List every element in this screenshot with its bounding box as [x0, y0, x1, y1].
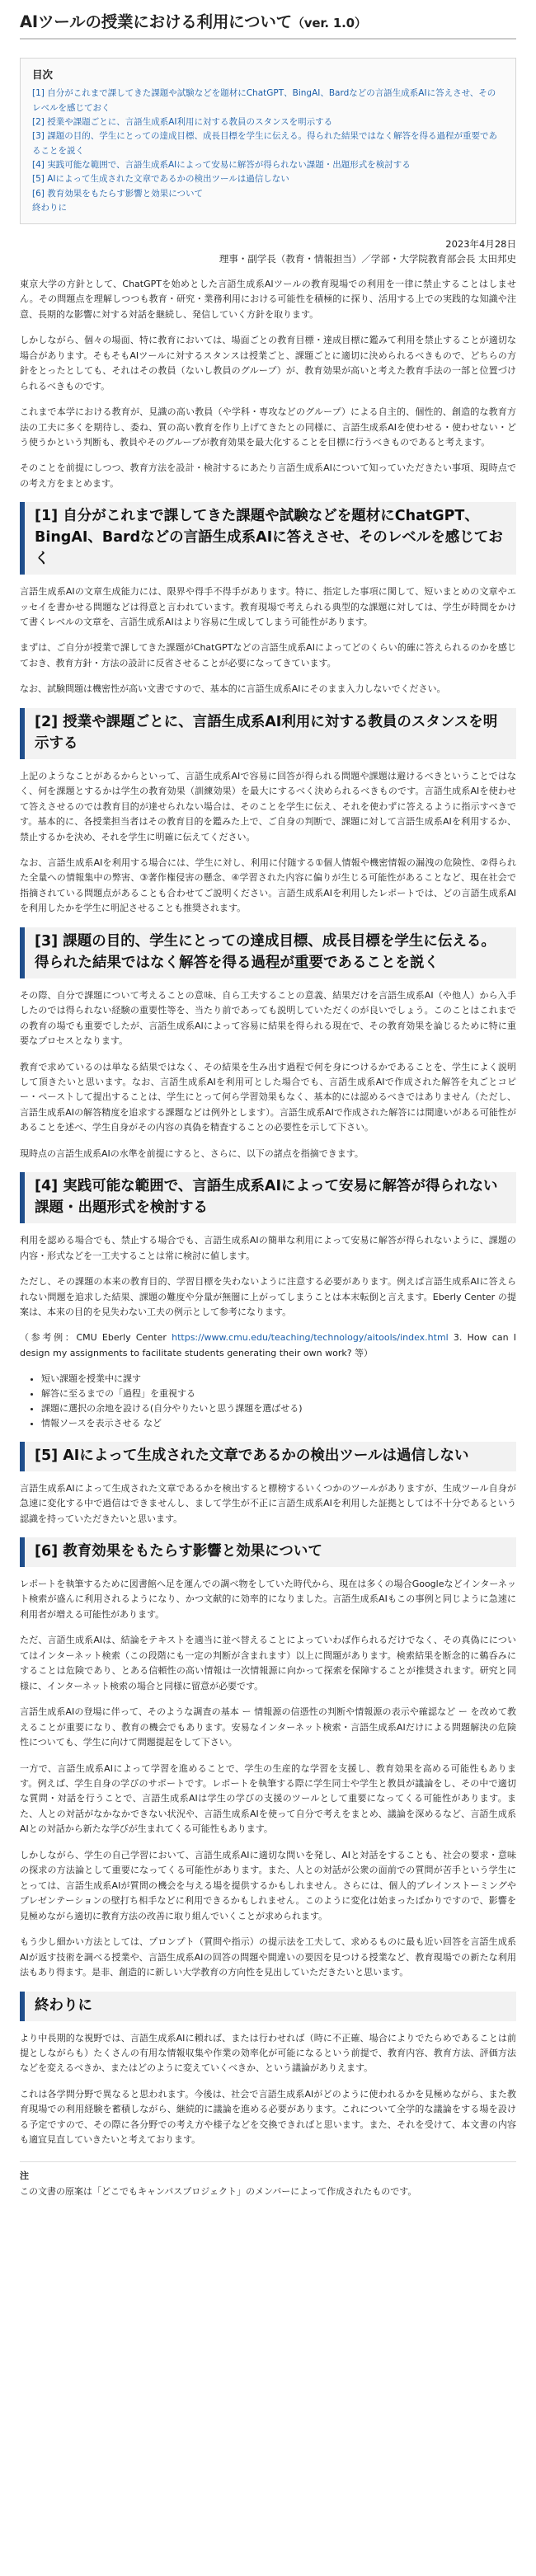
- section-heading-2: [2] 授業や課題ごとに、言語生成系AI利用に対する教員のスタンスを明示する: [20, 708, 516, 759]
- reference-link[interactable]: https://www.cmu.edu/teaching/technology/aitools/index.html: [172, 1332, 449, 1344]
- intro-paragraph: 東京大学の方針として、ChatGPTを始めとした言語生成系AIツールの教育現場での利用を一律に禁止することはしません。その問題点を理解しつつも教育・研究・業務利用における可能性を積極的に探り、活用する上での実践的な知識や注意、長期的な影響に対する対話を継続し、発信していく方針を取ります。: [20, 278, 516, 320]
- list-item: • 情報ソースを表示させる など: [41, 1416, 516, 1431]
- section-1-paragraph: 言語生成系AIの文章生成能力には、限界や得手不得手があります。特に、指定した事項に関して、短いまとめの文章やエッセイを書かせる問題などは得意と言われています。教育現場で考えられる典型的な課題に対しては、学生が時間をかけて書くレベルの文章を、言語生成系AIはより容易に生成してしまう可能性があります。: [20, 586, 516, 628]
- section-1-paragraph: まずは、ご自分が授業で課してきた課題がChatGPTなどの言語生成系AIによってどのくらい的確に答えられるのかを感じておき、教育方針・方法の設計に反省させることが必要になってきています。: [20, 642, 516, 669]
- document-meta: [20, 237, 516, 267]
- toc-link-2[interactable]: [2] 授業や課題ごとに、言語生成系AI利用に対する教員のスタンスを明示する: [32, 116, 333, 127]
- toc-link-5[interactable]: [5] AIによって生成された文章であるかの検出ツールは過信しない: [32, 174, 289, 185]
- reference-prefix: （参考例：CMU Eberly Center: [20, 1332, 172, 1344]
- section-heading-3: [3] 課題の目的、学生にとっての達成目標、成長目標を学生に伝える。得られた結果ではなく解答を得る過程が重要であることを説く: [20, 927, 516, 978]
- list-item: • 課題に選択の余地を設ける(自分やりたいと思う課題を選ばせる): [41, 1401, 516, 1416]
- section-6-paragraph: レポートを執筆するために図書館へ足を運んでの調べ物をしていた時代から、現在は多くの場合Googleなどインターネット検索が盛んに利用されるようになり、かつ文献的に効率的になりました。言語生成系AIもこの事例と同じように急速に利用者が増える可能性があります。: [20, 1578, 516, 1620]
- note-heading: 注: [20, 2161, 516, 2182]
- section-heading-6: [6] 教育効果をもたらす影響と効果について: [20, 1537, 516, 1567]
- toc-link-closing[interactable]: 終わりに: [32, 202, 67, 213]
- document-author: 理事・副学長（教育・情報担当）／学部・大学院教育部会長 太田邦史: [219, 252, 516, 265]
- section-3-paragraph: その際、自分で課題について考えることの意味、自ら工夫することの意義、結果だけを言語生成系AI（や他人）から入手したのでは得られない経験の重要性等を、当たり前であっても説明していただくのが良いでしょう。このことはこれまでの教育の場でも重要でしたが、言語生成系AIによって容易に結果を得られる現在で、その教育効果を論じるために特に重要なプロセスとなります。: [20, 989, 516, 1047]
- toc-link-4[interactable]: [4] 実践可能な範囲で、言語生成系AIによって安易に解答が得られない課題・出題形式を検討する: [32, 159, 411, 170]
- section-5-paragraph: 言語生成系AIによって生成された文章であるかを検出すると標榜するいくつかのツールがありますが、生成ツール自身が急速に変化する中で過信はできませんし、まして学生が不正に言語生成系AIを利用した証拠としては不十分であるという認識を持っていただきたいと思います。: [20, 1482, 516, 1524]
- list-item: • 短い課題を授業中に課す: [41, 1372, 516, 1387]
- closing-heading: 終わりに: [20, 1992, 516, 2021]
- section-6-paragraph: しかしながら、学生の自己学習において、言語生成系AIに適切な問いを発し、AIと対話をすることも、社会の要求・意味の探求の方法論として重要になってくる可能性があります。また、人との対話が公衆の面前での質問が苦手という学生にとっては、言語生成系AIが質問の機会を与える場を提供するかもしれません。さらには、個人的ブレインストーミングやプレゼンテーションの壁打ち相手などに利用できるかもしれません。このように変化は始まったばかりですので、影響を見極めながら適切に教育方法の改善に取り組んでいくことが求められます。: [20, 1849, 516, 1921]
- toc-link-3[interactable]: [3] 課題の目的、学生にとっての達成目標、成長目標を学生に伝える。得られた結果ではなく解答を得る過程が重要であることを説く: [32, 131, 497, 156]
- section-4-paragraph: 利用を認める場合でも、禁止する場合でも、言語生成系AIの簡単な利用によって安易に解答が得られないように、課題の内容・形式などを一工夫することは常に検討に値します。: [20, 1235, 516, 1261]
- section-6-paragraph: 一方で、言語生成系AIによって学習を進めることで、学生の生産的な学習を支援し、教育効果を高める可能性もあります。例えば、学生自身の学びのサポートです。レポートを執筆する際に学生同士や学生と教員が議論をし、その中で適切な質問・対話を行うことで、言語生成系AIは学生の学びの支援のツールとして重要になってくる可能性があります。また、人との対話がなかなかできない状況や、言語生成系AIを使って自分で考えをまとめ、議論を深めるなど、言語生成系AIとの対話から新たな学びが生まれてくる可能性もあります。: [20, 1762, 516, 1835]
- intro-paragraph: そのことを前提にしつつ、教育方法を設計・検討するにあたり言語生成系AIについて知っていただきたい事項、現時点での考え方をまとめます。: [20, 462, 516, 489]
- section-heading-1: [1] 自分がこれまで課してきた課題や試験などを題材にChatGPT、BingAI、Bardなどの言語生成系AIに答えさせ、そのレベルを感じておく: [20, 502, 516, 575]
- reference-suffix: 3. How can I design my assignments to facilitate students generating their own work? 等）: [20, 1332, 517, 1358]
- section-heading-5: [5] AIによって生成された文章であるかの検出ツールは過信しない: [20, 1442, 516, 1471]
- title-text: AIツールの授業における利用について: [20, 12, 292, 31]
- toc-item: [32, 87, 504, 115]
- closing-paragraph: これは各学問分野で異なると思われます。今後は、社会で言語生成系AIがどのように使われるかを見極めながら、また教育現場での利用経験を蓄積しながら、継続的に議論を進める必要があります。これについて全学的な議論をする場を設ける予定ですので、その際に各分野での考え方や様子などを交換できればと思います。また、それを受けて、本文書の内容も適宜見直していきたいと考えております。: [20, 2088, 516, 2146]
- closing-paragraph: より中長期的な視野では、言語生成系AIに頼れば、または行わせれば（時に不正確、場合によりでたらめであることは前提としながらも）たくさんの有用な情報収集や作業の効率化が可能になるという前提で、教育内容、教育方法、評価方法などを変えるべきか、またはどのように変えていくべきか、という議論がありえます。: [20, 2032, 516, 2074]
- toc-item: [32, 187, 504, 201]
- table-of-contents: [20, 58, 516, 224]
- section-6-paragraph: もう少し細かい方法としては、プロンプト（質問や指示）の提示法を工夫して、求めるものに最も近い回答を言語生成系AIが返す技術を調べる授業や、言語生成系AIの回答の問題や間違いの要因を見つける授業など、教育現場での新たな利用法もあり得ます。是非、創造的に新しい大学教育の方向性を見出していただきたいと思います。: [20, 1936, 516, 1978]
- intro-paragraph: しかしながら、個々の場面、特に教育においては、場面ごとの教育目標・達成目標に鑑みて利用を禁止することが適切な場合があります。そもそもAIツールに対するスタンスは授業ごと、課題ごとに適切に決められるべきもので、どちらの方針をとったとしても、それはその教員（ないし教員のグループ）が、教育効果が高いと考えた教育手法の一部と位置づけられるべきものです。: [20, 335, 516, 392]
- intro-paragraph: これまで本学における教育が、見識の高い教員（や学科・専攻などのグループ）による自主的、個性的、創造的な教育方法の工夫に多くを期待し、委ね、質の高い教育を作り上げてきたとの同様に、言語生成系AIを使わせる・使わせない・どう使うかという判断も、教員やそのグループが教育効果を最大化することを目標に行うべきものであると考えます。: [20, 406, 516, 448]
- toc-item: [32, 172, 504, 186]
- toc-heading: 目次: [32, 68, 54, 82]
- tips-list: [20, 1372, 516, 1430]
- reference-paragraph: [20, 1330, 516, 1361]
- section-6-paragraph: 言語生成系AIの登場に伴って、そのような調査の基本 ー 情報源の信憑性の判断や情報源の表示や確認など ー を改めて教えることが重要になり、教育の機会でもあります。安易なインターネット検索・言語生成系AIだけによる問題解決の危険性についても、学生に向けて問題提起をして下さい。: [20, 1706, 516, 1748]
- toc-item: [32, 158, 504, 172]
- toc-link-1[interactable]: [1] 自分がこれまで課してきた課題や試験などを題材にChatGPT、BingAI、Bardなどの言語生成系AIに答えさせ、そのレベルを感じておく: [32, 88, 496, 113]
- toc-item: [32, 129, 504, 158]
- section-heading-4: [4] 実践可能な範囲で、言語生成系AIによって安易に解答が得られない課題・出題形式を検討する: [20, 1172, 516, 1223]
- section-3-paragraph: 現時点の言語生成系AIの水準を前提にすると、さらに、以下の諸点を指摘できます。: [20, 1147, 364, 1159]
- section-6-paragraph: ただ、言語生成系AIは、結論をテキストを適当に並べ替えることによっていわば作られるだけでなく、その真偽にについてはインターネット検索（この段階にも一定の判断が含まれます）以上に問題があります。検索結果を断念的に鵜呑みにすることは危険であり、とある信頼性の高い情報は一次情報源に向かって探索を保障することが推奨されます。研究と同様に、インターネット検索の場合と同様に留意が必要です。: [20, 1635, 516, 1692]
- note-text: この文書の原案は「どこでもキャンパスプロジェクト」のメンバーによって作成されたものです。: [20, 2185, 417, 2197]
- document-date: 2023年4月28日: [445, 238, 516, 251]
- section-4-paragraph: ただし、その課題の本来の教育目的、学習目標を失わないように注意する必要があります。例えば言語生成系AIに答えられない問題を追求した結果、課題の難度や分量が無闇に上がってしまうことは本末転倒と言えます。Eberly Center の提案は、本来の目的を見失わない工夫の例示として参考になります。: [20, 1276, 516, 1318]
- section-1-paragraph: なお、試験問題は機密性が高い文書ですので、基本的に言語生成系AIにそのまま入力しないでください。: [20, 683, 446, 695]
- section-2-paragraph: 上記のようなことがあるからといって、言語生成系AIで容易に回答が得られる問題や課題は避けるべきということではなく、何を課題とするかは学生の教育効果（訓練効果）を最大にするべく決められるべきものです。言語生成系AIを使わせて答えさせるのでは教育目的が達せられない場合は、そのことを学生に伝え、それを使わずに答えるように指示すべきです。基本的に、各授業担当者はその教育目的を鑑みた上で、ご自身の判断で、課題に対して言語生成系AIを利用するか、禁止するかを決め、それを学生に明確に伝えてください。: [20, 770, 516, 842]
- toc-link-6[interactable]: [6] 教育効果をもたらす影響と効果について: [32, 188, 204, 199]
- section-2-paragraph: なお、言語生成系AIを利用する場合には、学生に対し、利用に付随する①個人情報や機密情報の漏洩の危険性、②得られた全量への情報集中の弊害、③著作権侵害の懸念、④学習された内容に偏りが生じる可能性があることなど、現在社会で指摘されている問題点があることも合わせてご説明ください。言語生成系AIを利用したレポートでは、どの言語生成系AIを利用したかを学生に明記させることも推奨されます。: [20, 857, 516, 914]
- toc-item: [32, 201, 504, 215]
- page-title: [20, 12, 516, 32]
- section-3-paragraph: 教育で求めているのは単なる結果ではなく、その結果を生み出す過程で何を身につけるかであることを、学生によく説明して頂きたいと思います。なお、言語生成系AIを利用可とした場合でも、言語生成系AIで作成された解答を丸ごとコピー・ペーストして提出することは、学生にとって何ら学習効果もなく、基本的には認めるべきではありません（ただし、言語生成系AIの解答精度を追求する課題などは例外とします）。言語生成系AIで作成された解答には間違いがある可能性があることを述べ、学生自身がその内容の真偽を精査することの必要性を示して下さい。: [20, 1061, 516, 1133]
- title-block: [20, 12, 516, 40]
- version-label: （ver. 1.0）: [291, 16, 367, 30]
- toc-list: [32, 87, 504, 215]
- list-item: • 解答に至るまでの「過程」を重視する: [41, 1387, 516, 1401]
- toc-item: [32, 115, 504, 129]
